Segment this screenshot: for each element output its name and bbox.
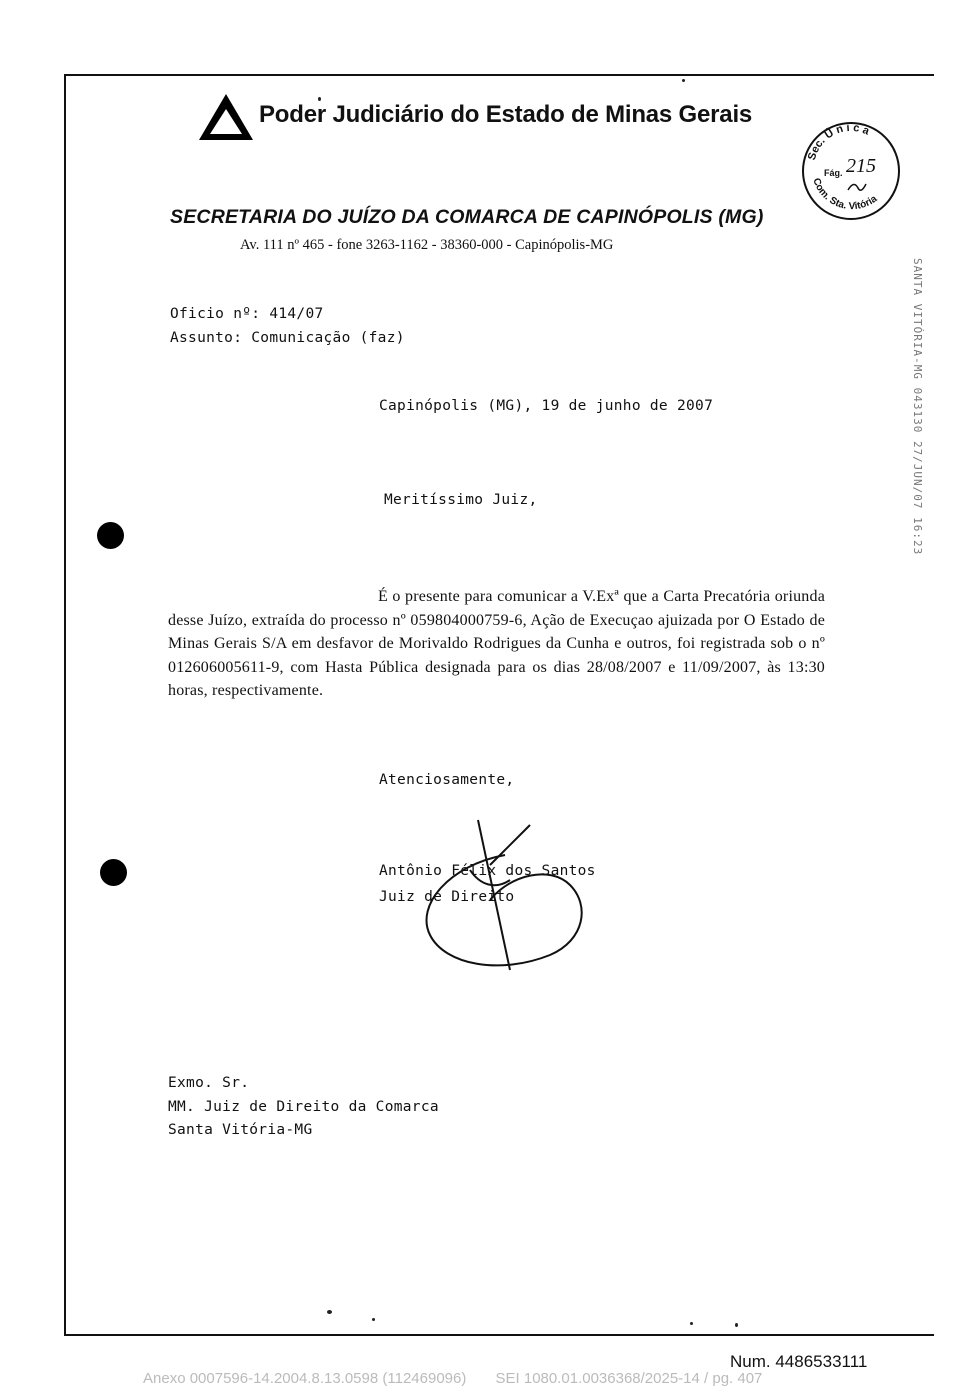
document-number: Num. 4486533111 [730, 1352, 868, 1371]
page-border-bottom [64, 1334, 934, 1336]
recipient-line-3: Santa Vitória-MG [168, 1122, 313, 1138]
oficio-number: Oficio nº: 414/07 [170, 306, 324, 322]
stamp-bottom-text: Com. Sta. Vitória [810, 176, 880, 213]
letter-body [168, 585, 825, 703]
punch-hole-bottom [100, 859, 127, 886]
protocol-side-stamp: SANTA VITÓRIA-MG 043130 27/JUN/07 16:23 [911, 258, 924, 556]
scan-speck [327, 1310, 332, 1314]
court-title: Poder Judiciário do Estado de Minas Gerais [259, 101, 753, 128]
court-triangle-logo [197, 92, 255, 142]
page-number-stamp [800, 120, 902, 222]
punch-hole-top [97, 522, 124, 549]
page-border-left [64, 74, 66, 1336]
scan-speck [682, 79, 685, 82]
salutation: Meritíssimo Juiz, [384, 492, 538, 508]
recipient-line-2: MM. Juiz de Direito da Comarca [168, 1099, 439, 1115]
scan-speck [318, 97, 321, 101]
recipient-line-1: Exmo. Sr. [168, 1075, 250, 1091]
stamp-initials [848, 184, 866, 190]
signer-name: Antônio Félix dos Santos [379, 863, 596, 879]
letter-body-text: É o presente para comunicar a V.Exª que a Carta Precatória oriunda desse Juízo, extraída do processo nº 059804000759-6, Ação de Execuçao ajuizada por O Estado de Minas Gerais S/A em desfavor de Morivaldo Rodrigues da Cunha e outros, foi registrada sob o nº 012606005611-9, com Hasta Pública designada para os dias 28/08/2007 e 11/09/2007, às 13:30 horas, respectivamente. [168, 588, 825, 700]
signer-role: Juiz de Direito [379, 889, 515, 905]
page-border-top [64, 74, 934, 76]
closing: Atenciosamente, [379, 772, 515, 788]
svg-text:Com. Sta. Vitória [810, 177, 879, 212]
stamp-page-number: 215 [846, 155, 876, 177]
stamp-top-text: Sec. Ú n i c a [805, 121, 871, 162]
scan-speck [690, 1322, 693, 1325]
secretaria-heading: SECRETARIA DO JUÍZO DA COMARCA DE CAPINÓPOLIS (MG) [170, 206, 764, 228]
subject-line: Assunto: Comunicação (faz) [170, 330, 405, 346]
scan-speck [735, 1323, 738, 1327]
scan-speck [372, 1318, 375, 1321]
letter-date: Capinópolis (MG), 19 de junho de 2007 [379, 398, 714, 414]
footer-reference: Anexo 0007596-14.2004.8.13.0598 (112469096) SEI 1080.01.0036368/2025-14 / pg. 407 [143, 1370, 763, 1387]
handwritten-signature [410, 815, 590, 980]
address-line: Av. 111 nº 465 - fone 3263-1162 - 38360-000 - Capinópolis-MG [240, 237, 614, 253]
stamp-page-label: Fág. [824, 168, 843, 178]
